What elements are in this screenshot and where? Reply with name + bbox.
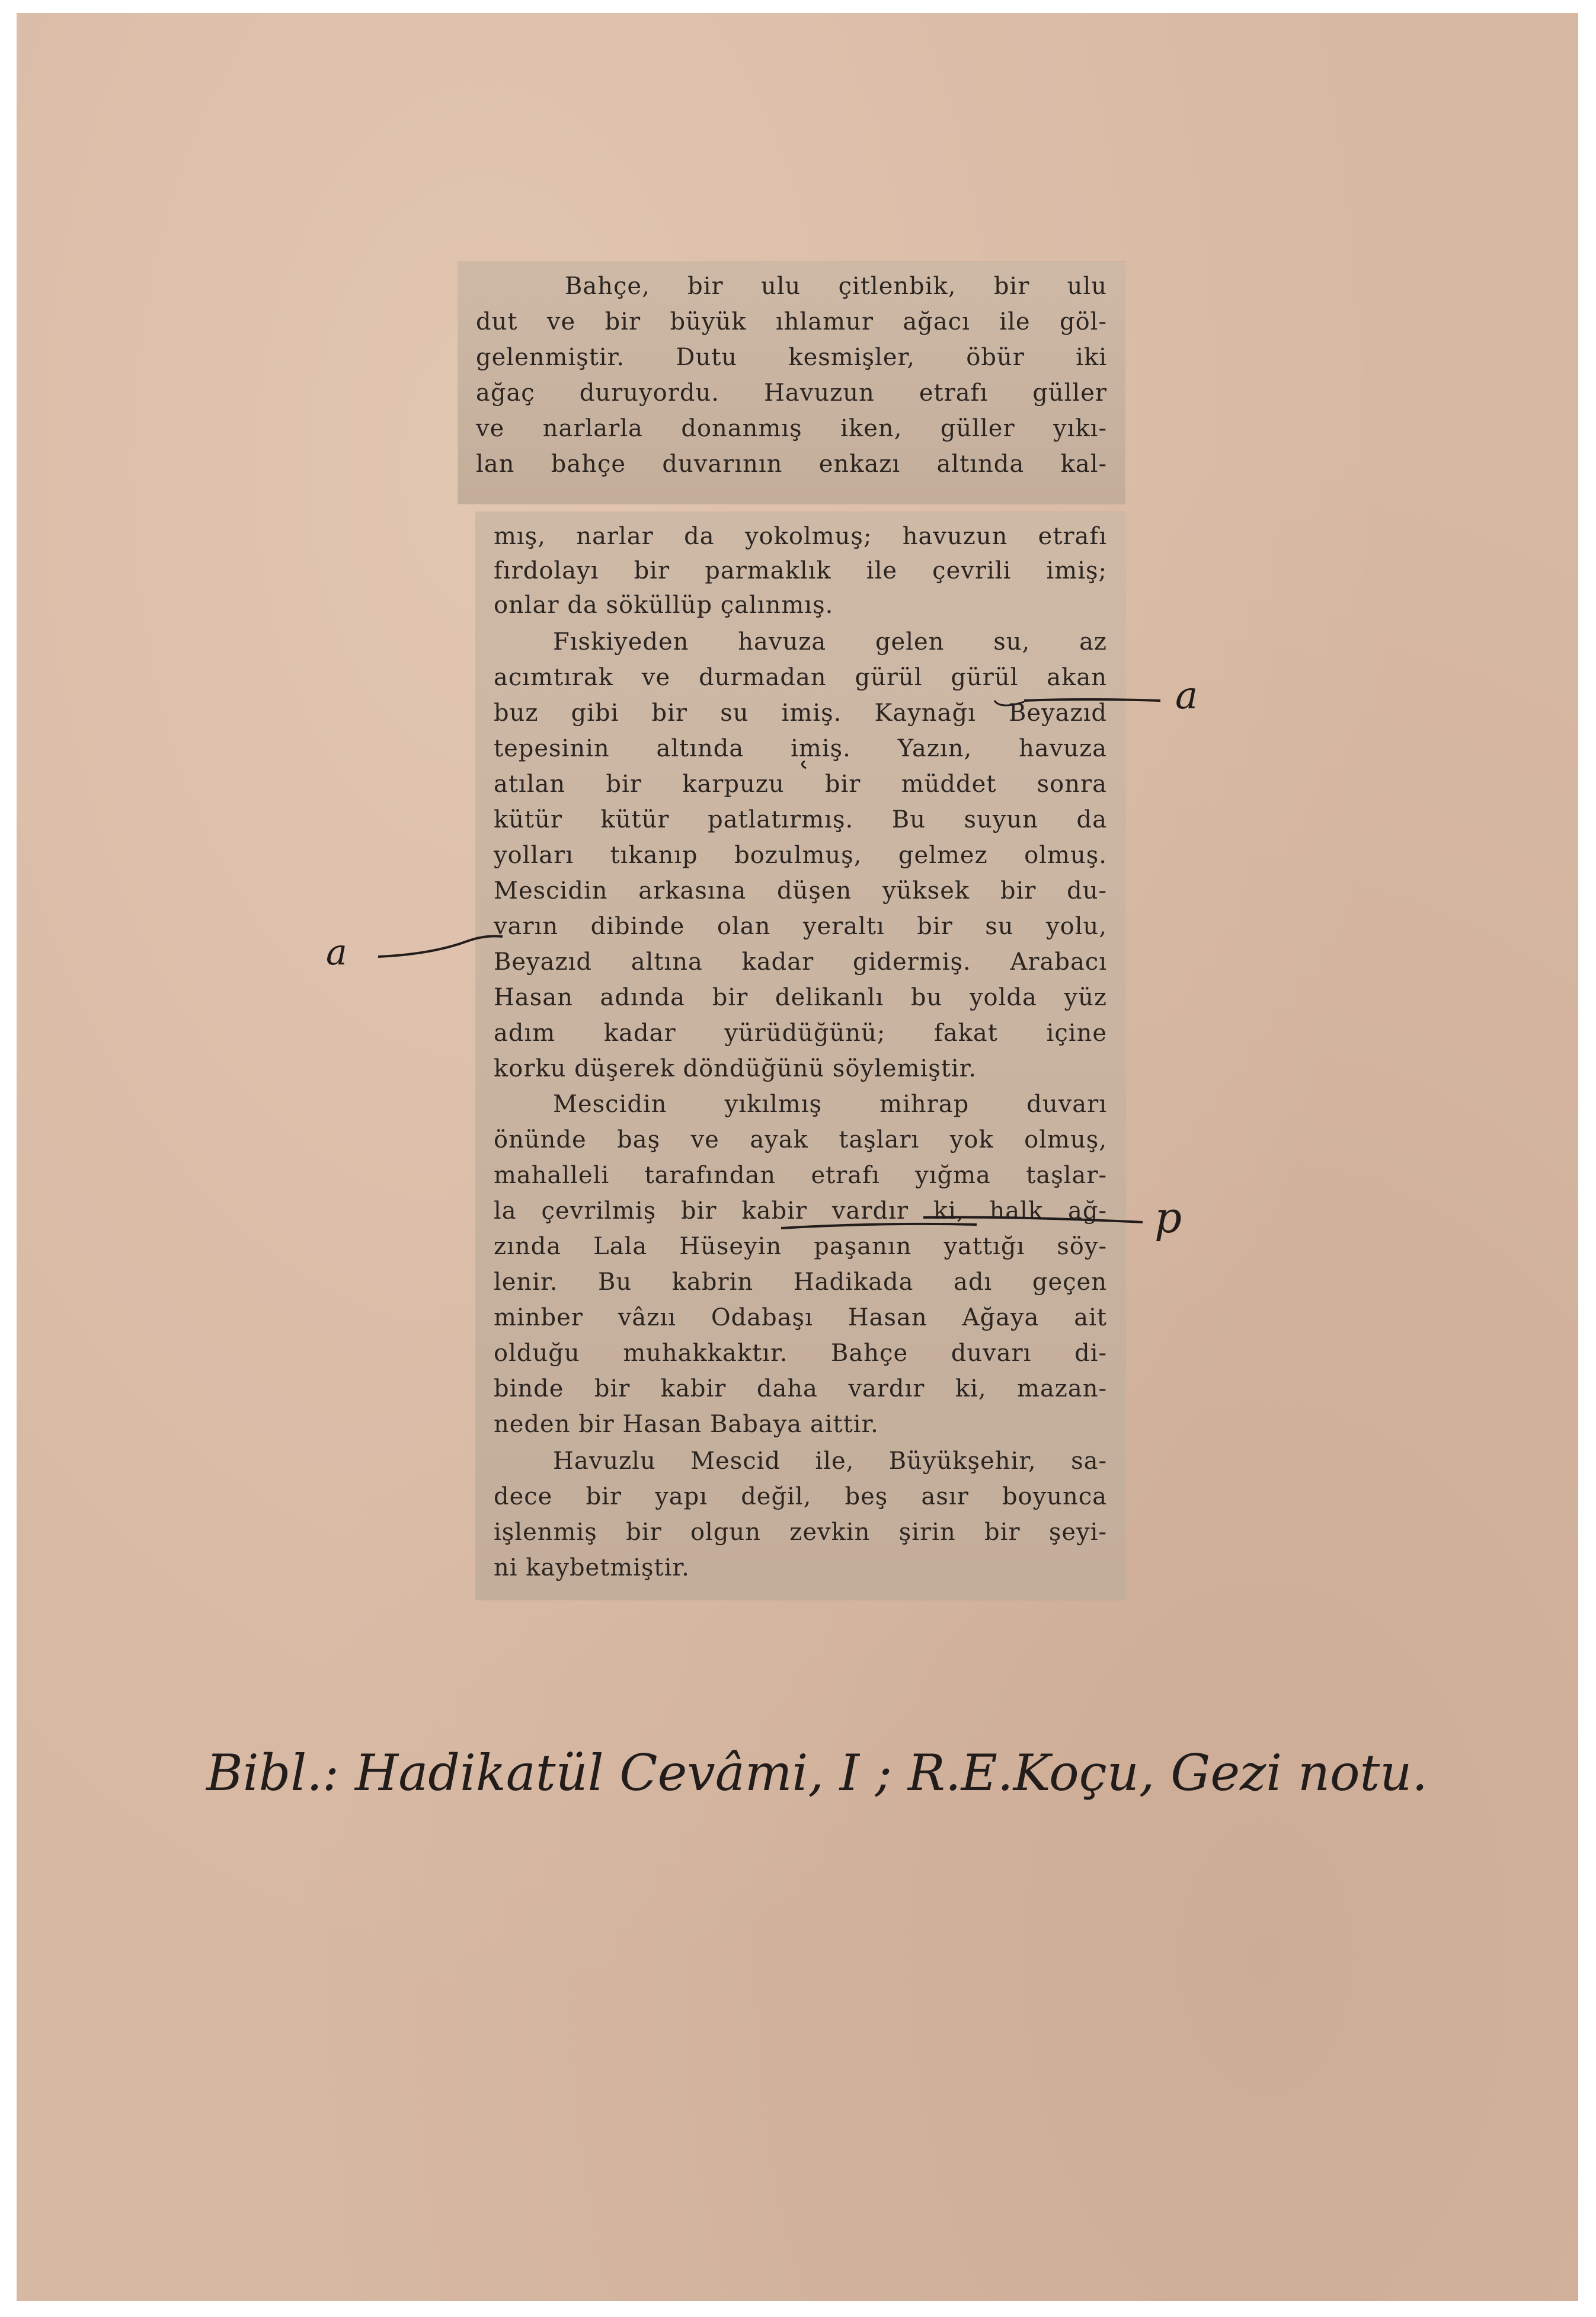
clipping-line: ni kaybetmiştir. [494, 1554, 690, 1581]
clipping-line: işlenmiş bir olgun zevkin şirin bir şeyi- [494, 1519, 1107, 1546]
clipping-line: la çevrilmiş bir kabir vardır ki, halk ağ- [494, 1197, 1107, 1225]
clipping-line: Mescidin yıkılmış mihrap duvarı [553, 1091, 1107, 1118]
clipping-line: binde bir kabir daha vardır ki, mazan- [494, 1375, 1107, 1402]
clipping-line: Bahçe, bir ulu çitlenbik, bir ulu [565, 273, 1107, 300]
clipping-line: Havuzlu Mescid ile, Büyükşehir, sa- [553, 1447, 1107, 1475]
paper-sheet [17, 13, 1578, 2301]
clipping-line: Beyazıd altına kadar gidermiş. Arabacı [494, 948, 1107, 976]
clipping-line: fırdolayı bir parmaklık ile çevrili imiş; [494, 557, 1107, 584]
handwritten-bibliography-note: Bibl.: Hadikatül Cevâmi, I ; R.E.Koçu, Gezi notu. [206, 1744, 1428, 1802]
clipping-line: lenir. Bu kabrin Hadikada adı geçen [494, 1268, 1107, 1296]
annotation-mark-a-right: a [1175, 674, 1198, 718]
clipping-line: olduğu muhakkaktır. Bahçe duvarı di- [494, 1340, 1107, 1367]
clipping-line: mış, narlar da yokolmuş; havuzun etrafı [494, 523, 1107, 550]
clipping-line: dece bir yapı değil, beş asır boyunca [494, 1483, 1107, 1510]
clipping-line: Mescidin arkasına düşen yüksek bir du- [494, 877, 1107, 905]
clipping-line: zında Lala Hüseyin paşanın yattığı söy- [494, 1233, 1107, 1260]
clipping-line: acımtırak ve durmadan gürül gürül akan [494, 664, 1107, 691]
clipping-line: buz gibi bir su imiş. Kaynağı Beyazıd [494, 699, 1107, 727]
clipping-line: Fıskiyeden havuza gelen su, az [553, 628, 1107, 656]
clipping-line: dut ve bir büyük ıhlamur ağacı ile göl- [476, 308, 1107, 335]
clipping-line: adım kadar yürüdüğünü; fakat içine [494, 1020, 1107, 1047]
clipping-line: ağaç duruyordu. Havuzun etrafı güller [476, 379, 1107, 407]
clipping-line: önünde baş ve ayak taşları yok olmuş, [494, 1126, 1107, 1153]
clipping-line: onlar da söküllüp çalınmış. [494, 592, 834, 619]
clipping-line: yolları tıkanıp bozulmuş, gelmez olmuş. [494, 842, 1107, 869]
clipping-line: atılan bir karpuzu bir müddet sonra [494, 771, 1107, 798]
clipping-line: varın dibinde olan yeraltı bir su yolu, [494, 913, 1107, 940]
clipping-line: lan bahçe duvarının enkazı altında kal- [476, 450, 1107, 478]
annotation-mark-p-right: p [1154, 1193, 1182, 1242]
clipping-line: kütür kütür patlatırmış. Bu suyun da [494, 806, 1107, 833]
clipping-line: Hasan adında bir delikanlı bu yolda yüz [494, 984, 1107, 1011]
clipping-line: korku düşerek döndüğünü söylemiştir. [494, 1055, 977, 1082]
clipping-line: mahalleli tarafından etrafı yığma taşlar- [494, 1162, 1107, 1189]
clipping-line: minber vâzıı Odabaşı Hasan Ağaya ait [494, 1304, 1107, 1331]
pen-annotation-lines [17, 13, 1578, 2301]
clipping-line: tepesinin altında imiş. Yazın, havuza [494, 735, 1107, 762]
clipping-line: ve narlarla donanmış iken, güller yıkı- [476, 415, 1107, 442]
clipping-line: neden bir Hasan Babaya aittir. [494, 1411, 879, 1438]
clipping-line: gelenmiştir. Dutu kesmişler, öbür iki [476, 344, 1107, 371]
annotation-mark-a-left: a [326, 932, 347, 973]
